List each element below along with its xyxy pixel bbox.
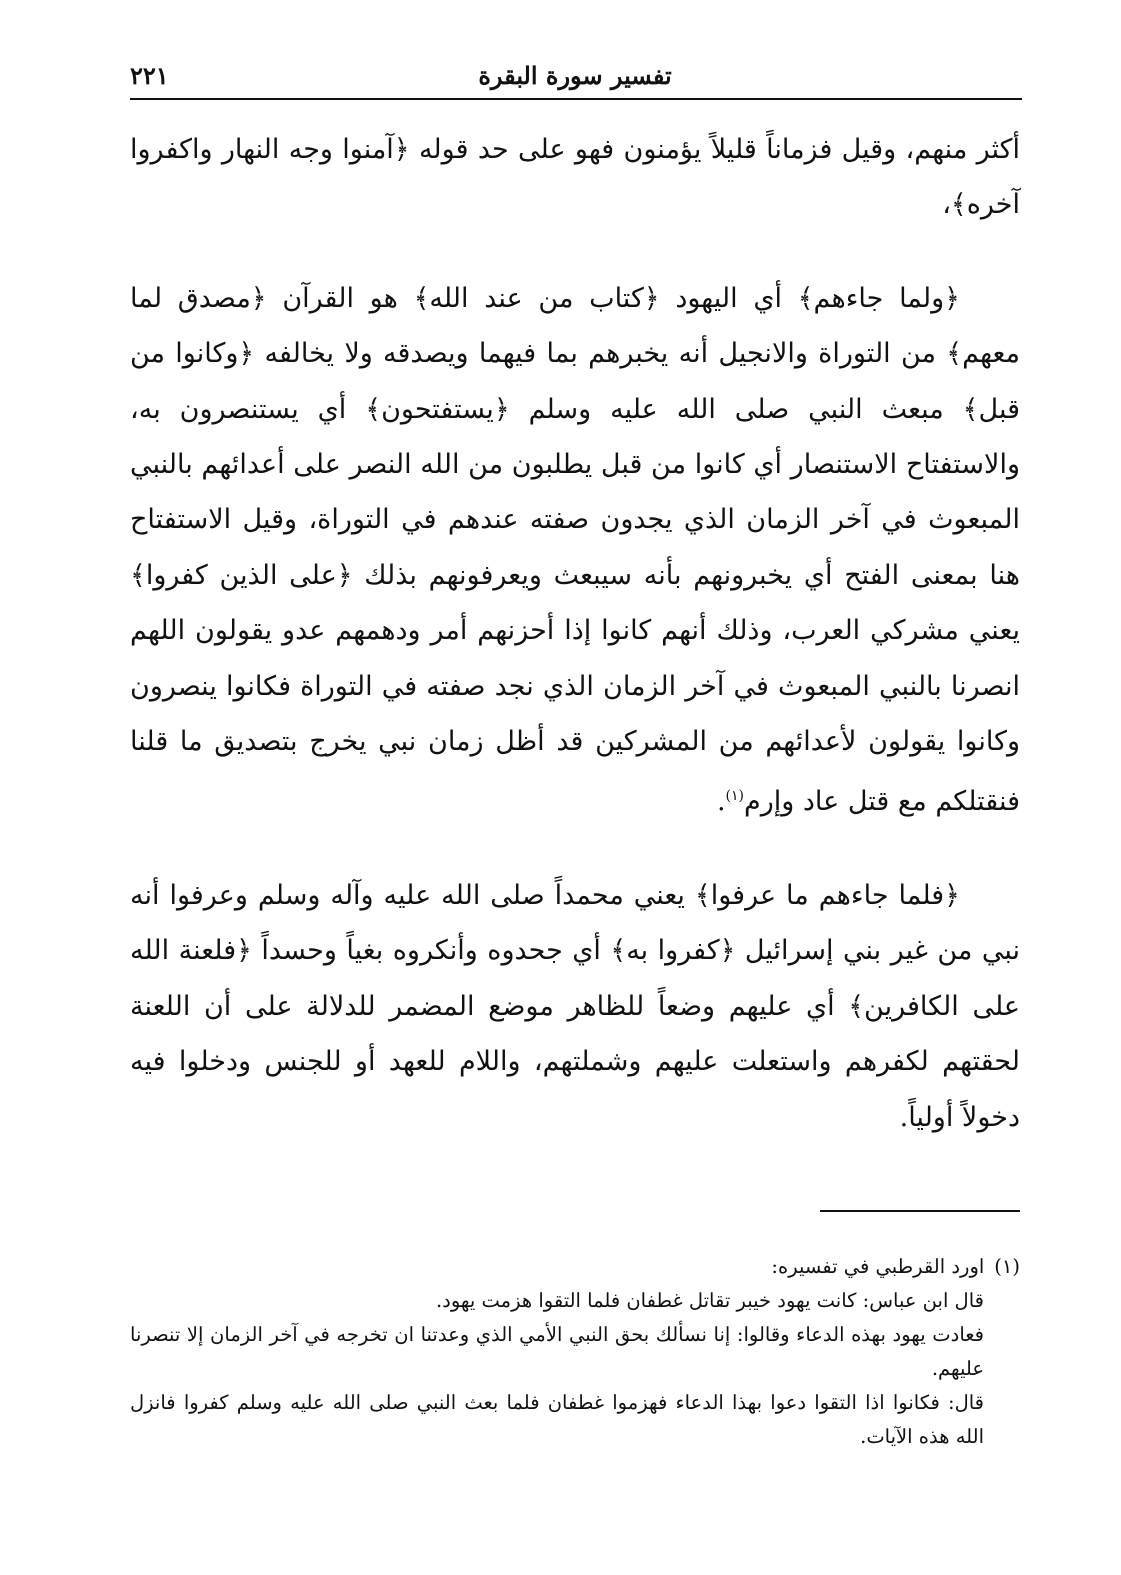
- page-number: ٢٢١: [130, 61, 169, 90]
- footnote-marker: (١): [994, 1255, 1020, 1278]
- paragraph-2-text: ﴿ولما جاءهم﴾ أي اليهود ﴿كتاب من عند الله﴾ هو القرآن ﴿مصدق لما معهم﴾ من التوراة والانجيل أنه يخبرهم بما فيهما ويصدقه ولا يخالفه ﴿وكانوا من قبل﴾ مبعث النبي صلى الله عليه وسلم ﴿يستفتحون﴾ أي يستنصرون به، والاستفتاح الاستنصار أي كانوا من قبل يطلبون من الله النصر على أعدائهم بالنبي المبعوث في آخر الزمان الذي يجدون صفته عندهم في التوراة، وقيل الاستفتاح هنا بمعنى الفتح أي يخبرونهم بأنه سيبعث ويعرفونهم بذلك ﴿على الذين كفروا﴾ يعني مشركي العرب، وذلك أنهم كانوا إذا أحزنهم أمر ودهمهم عدو يقولون اللهم انصرنا بالنبي المبعوث في آخر الزمان الذي نجد صفته في التوراة فكانوا ينصرون وكانوا يقولون لأعدائهم من المشركين قد أظل زمان نبي يخرج بتصديق ما قلنا فنقتلكم مع قتل عاد وإرم: [130, 282, 1020, 818]
- footnote-line: [130, 1250, 1020, 1284]
- paragraph-3: ﴿فلما جاءهم ما عرفوا﴾ يعني محمداً صلى الله عليه وآله وسلم وعرفوا أنه نبي من غير بني إسرائيل ﴿كفروا به﴾ أي جحدوه وأنكروه بغياً وحسداً ﴿فلعنة الله على الكافرين﴾ أي عليهم وضعاً للظاهر موضع المضمر للدلالة على أن اللعنة لحقتهم لكفرهم واستعلت عليهم وشملتهم، واللام للعهد أو للجنس ودخلوا فيه دخولاً أولياً.: [130, 879, 1020, 1133]
- running-head: [130, 58, 1020, 94]
- footnote-rule: [820, 1210, 1020, 1212]
- paragraph-1: أكثر منهم، وقيل فزماناً قليلاً يؤمنون فهو على حد قوله ﴿آمنوا وجه النهار واكفروا آخره﴾،: [130, 134, 1020, 221]
- footnote-line: قال: فكانوا اذا التقوا دعوا بهذا الدعاء فهزموا غطفان فلما بعث النبي صلى الله عليه وسلم كفروا فانزل الله هذه الآيات.: [130, 1391, 984, 1448]
- footnote-line: قال ابن عباس: كانت يهود خيبر تقاتل غطفان فلما التقوا هزمت يهود.: [435, 1289, 984, 1312]
- footnote-line-text: اورد القرطبي في تفسيره:: [771, 1255, 985, 1278]
- paragraph-2: [130, 271, 1020, 830]
- main-text: [130, 122, 1020, 1145]
- running-head-title: تفسير سورة البقرة: [478, 61, 672, 90]
- footnotes: [130, 1250, 1020, 1454]
- footnote-reference: (١): [725, 788, 744, 805]
- header-rule: [130, 98, 1022, 100]
- paragraph-2-period: .: [716, 786, 726, 818]
- footnote-line: فعادت يهود بهذه الدعاء وقالوا: إنا نسألك بحق النبي الأمي الذي وعدتنا ان تخرجه في آخر الزمان إلا تنصرنا عليهم.: [130, 1323, 984, 1380]
